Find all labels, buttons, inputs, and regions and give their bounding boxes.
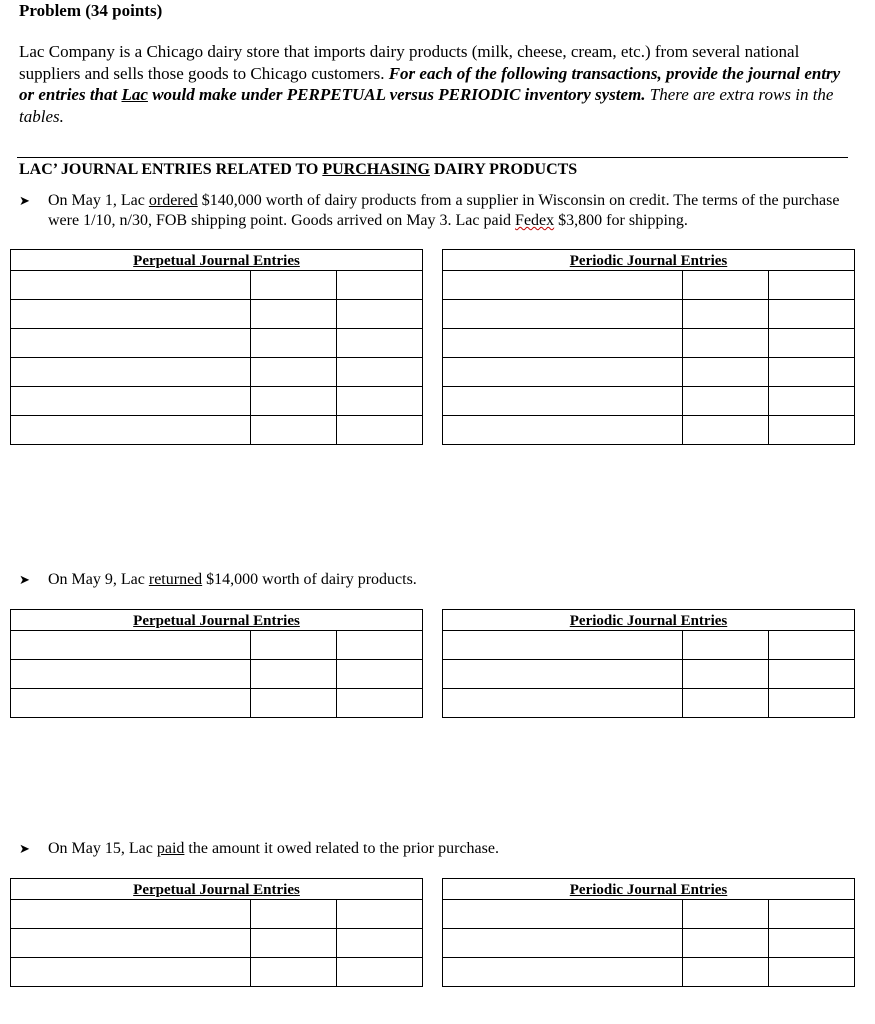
table-row bbox=[11, 358, 423, 387]
table-row bbox=[11, 387, 423, 416]
table-row bbox=[11, 631, 423, 660]
periodic-header: Periodic Journal Entries bbox=[443, 250, 855, 271]
table-row bbox=[11, 300, 423, 329]
perpetual-table-1 bbox=[10, 249, 423, 445]
table-row bbox=[443, 329, 855, 358]
table-row bbox=[11, 900, 423, 929]
perpetual-table-3 bbox=[10, 878, 423, 987]
table-row bbox=[11, 329, 423, 358]
perpetual-header: Perpetual Journal Entries bbox=[11, 879, 423, 900]
spellcheck-flag: Fedex bbox=[515, 212, 555, 229]
periodic-table-2 bbox=[442, 609, 855, 718]
table-row bbox=[11, 929, 423, 958]
table-row bbox=[443, 271, 855, 300]
table-row bbox=[443, 929, 855, 958]
table-row bbox=[443, 358, 855, 387]
table-row bbox=[11, 416, 423, 445]
periodic-table-1 bbox=[442, 249, 855, 445]
problem-title: Problem (34 points) bbox=[19, 1, 163, 20]
perpetual-table-2 bbox=[10, 609, 423, 718]
table-row bbox=[11, 660, 423, 689]
arrow-bullet-icon: ➤ bbox=[19, 572, 30, 587]
perpetual-header: Perpetual Journal Entries bbox=[11, 610, 423, 631]
table-row bbox=[443, 958, 855, 987]
table-row bbox=[443, 387, 855, 416]
periodic-header: Periodic Journal Entries bbox=[443, 610, 855, 631]
transaction-3 bbox=[19, 839, 844, 861]
transaction-3-text: On May 15, Lac paid the amount it owed related to the prior purchase. bbox=[48, 840, 499, 857]
transaction-2 bbox=[19, 570, 844, 592]
table-row bbox=[443, 300, 855, 329]
transaction-1 bbox=[19, 191, 844, 235]
table-row bbox=[11, 958, 423, 987]
table-row bbox=[11, 689, 423, 718]
arrow-bullet-icon: ➤ bbox=[19, 841, 30, 856]
table-row bbox=[443, 631, 855, 660]
perpetual-header: Perpetual Journal Entries bbox=[11, 250, 423, 271]
section-divider bbox=[17, 157, 848, 158]
table-row bbox=[443, 416, 855, 445]
table-row bbox=[443, 689, 855, 718]
table-row bbox=[11, 271, 423, 300]
table-row bbox=[443, 660, 855, 689]
arrow-bullet-icon: ➤ bbox=[19, 193, 30, 208]
periodic-table-3 bbox=[442, 878, 855, 987]
transaction-2-text: On May 9, Lac returned $14,000 worth of dairy products. bbox=[48, 571, 417, 588]
periodic-header: Periodic Journal Entries bbox=[443, 879, 855, 900]
section-heading: LAC’ JOURNAL ENTRIES RELATED TO PURCHASING DAIRY PRODUCTS bbox=[19, 161, 578, 178]
table-row bbox=[443, 900, 855, 929]
problem-instructions: Lac Company is a Chicago dairy store that imports dairy products (milk, cheese, cream, etc.) from several national suppliers and sells those goods to Chicago customers. For each of the following transactions, provide the journal entry or entries that Lac would make under PERPETUAL versus PERIODIC inventory system. There are extra rows in the tables. bbox=[19, 42, 841, 126]
transaction-1-text: On May 1, Lac ordered $140,000 worth of dairy products from a supplier in Wisconsin on credit. The terms of the purchase were 1/10, n/30, FOB shipping point. Goods arrived on May 3. Lac paid Fedex $3,800 for shipping. bbox=[48, 192, 840, 229]
